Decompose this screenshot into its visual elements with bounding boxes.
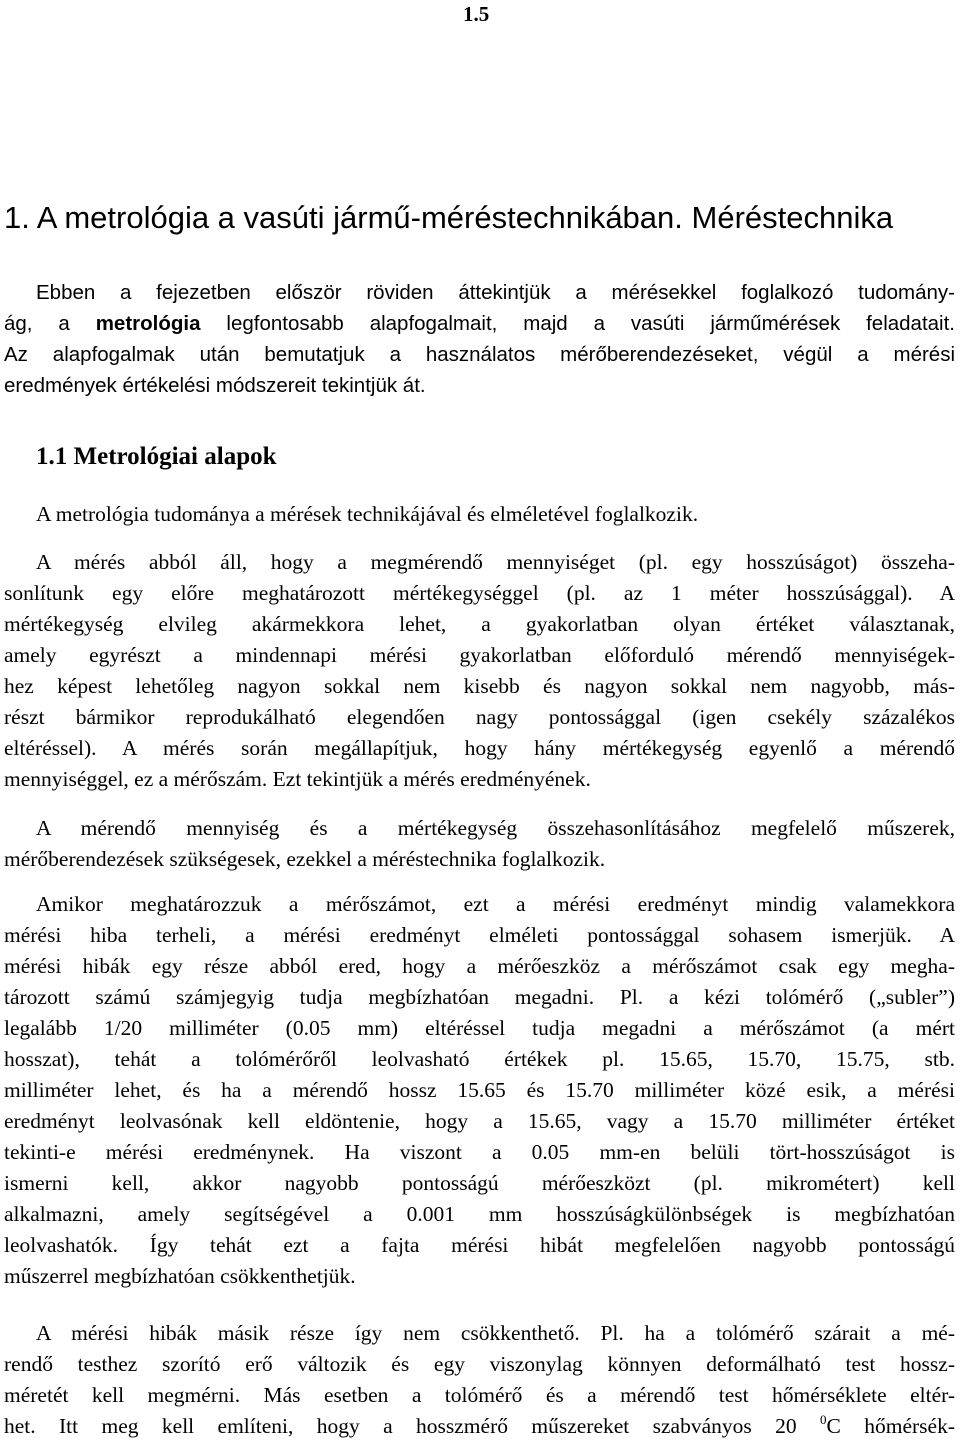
text-line: Az alapfogalmak után bemutatjuk a használatos mérőberendezéseket, végül a mérési xyxy=(4,343,955,366)
text-line: sonlítunk egy előre meghatározott mértékegységgel (pl. az 1 méter hosszúsággal). A xyxy=(4,581,955,605)
text-line: részt bármikor reprodukálható elegendően nagy pontossággal (igen csekély százalékos xyxy=(4,705,955,729)
section-title: 1.1 Metrológiai alapok xyxy=(36,443,277,470)
text-line: A mérési hibák másik része így nem csökkenthető. Pl. ha a tolómérő szárait a mé- xyxy=(36,1321,955,1345)
superscript-degree: 0 xyxy=(820,1412,827,1427)
text-line: amely egyrészt a mindennapi mérési gyakorlatban előforduló mérendő mennyiségek- xyxy=(4,643,955,667)
paragraph-1 xyxy=(4,499,955,530)
text-line: eredmények értékelési módszereit tekintjük át. xyxy=(4,374,426,397)
text-line: mennyiséggel, ez a mérőszám. Ezt tekintjük a mérés eredményének. xyxy=(4,767,591,791)
page-number: 1.5 xyxy=(463,2,490,26)
text-run: ág, a xyxy=(4,312,96,335)
text-line: alkalmazni, amely segítségével a 0.001 mm hosszúságkülönbségek is megbízhatóan xyxy=(4,1202,955,1226)
text-line: rendő testhez szorító erő változik és egy viszonylag könnyen deformálható test hossz- xyxy=(4,1352,955,1376)
paragraph-5 xyxy=(4,1318,955,1442)
text-line: mérőberendezések szükségesek, ezekkel a méréstechnika foglalkozik. xyxy=(4,847,606,871)
text-line: A mérés abból áll, hogy a megmérendő mennyiséget (pl. egy hosszúságot) összeha- xyxy=(36,550,955,574)
text-line: Ebben a fejezetben először röviden áttekintjük a mérésekkel foglalkozó tudomány- xyxy=(36,281,955,304)
text-line: tározott számú számjegyig tudja megbízhatóan megadni. Pl. a kézi tolómérő („subler”) xyxy=(4,985,955,1009)
text-line: A metrológia tudománya a mérések technikájával és elméletével foglalkozik. xyxy=(36,502,699,526)
text-line: Amikor meghatározzuk a mérőszámot, ezt a mérési eredményt mindig valamekkora xyxy=(36,892,955,916)
text-line xyxy=(4,1411,955,1442)
text-line: eltéréssel). A mérés során megállapítjuk, hogy hány mértékegység egyenlő a mérendő xyxy=(4,736,955,760)
paragraph-3 xyxy=(4,813,955,875)
text-line: A mérendő mennyiség és a mértékegység összehasonlításához megfelelő műszerek, xyxy=(36,816,955,840)
text-run: legfontosabb alapfogalmait, majd a vasúti járműmérések feladatait. xyxy=(200,312,955,335)
intro-paragraph xyxy=(4,277,955,401)
text-line: milliméter lehet, és ha a mérendő hossz 15.65 és 15.70 milliméter közé esik, a mérési xyxy=(4,1078,955,1102)
text-line: hosszat), tehát a tolómérőről leolvasható értékek pl. 15.65, 15.70, 15.75, stb. xyxy=(4,1047,955,1071)
text-line: méretét kell megmérni. Más esetben a tolómérő és a mérendő test hőmérséklete eltér- xyxy=(4,1383,955,1407)
text-line: hez képest lehetőleg nagyon sokkal nem kisebb és nagyon sokkal nem nagyobb, más- xyxy=(4,674,955,698)
text-line: ismerni kell, akkor nagyobb pontosságú mérőeszközt (pl. mikrométert) kell xyxy=(4,1171,955,1195)
text-line: eredményt leolvasónak kell eldöntenie, hogy a 15.65, vagy a 15.70 milliméter értéket xyxy=(4,1109,955,1133)
text-run: C hőmérsék- xyxy=(826,1414,955,1438)
text-line: tekinti-e mérési eredménynek. Ha viszont a 0.05 mm-en belüli tört-hosszúságot is xyxy=(4,1140,955,1164)
text-line: legalább 1/20 milliméter (0.05 mm) eltéréssel tudja megadni a mérőszámot (a mért xyxy=(4,1016,955,1040)
text-line: mérési hibák egy része abból ered, hogy a mérőeszköz a mérőszámot csak egy megha- xyxy=(4,954,955,978)
paragraph-4 xyxy=(4,889,955,1292)
text-run: het. Itt meg kell említeni, hogy a hosszmérő műszereket szabványos 20 xyxy=(4,1414,821,1438)
term-metrologia: metrológia xyxy=(95,312,201,335)
text-line: mérési hiba terheli, a mérési eredményt elméleti pontossággal sohasem ismerjük. A xyxy=(4,923,955,947)
text-line: mértékegység elvileg akármekkora lehet, a gyakorlatban olyan értéket választanak, xyxy=(4,612,955,636)
text-line: műszerrel megbízhatóan csökkenthetjük. xyxy=(4,1264,356,1288)
paragraph-2 xyxy=(4,547,955,795)
chapter-title: 1. A metrológia a vasúti jármű-méréstechnikában. Méréstechnika xyxy=(4,200,894,235)
text-line xyxy=(4,308,955,339)
text-line: leolvashatók. Így tehát ezt a fajta mérési hibát megfelelően nagyobb pontosságú xyxy=(4,1233,955,1257)
